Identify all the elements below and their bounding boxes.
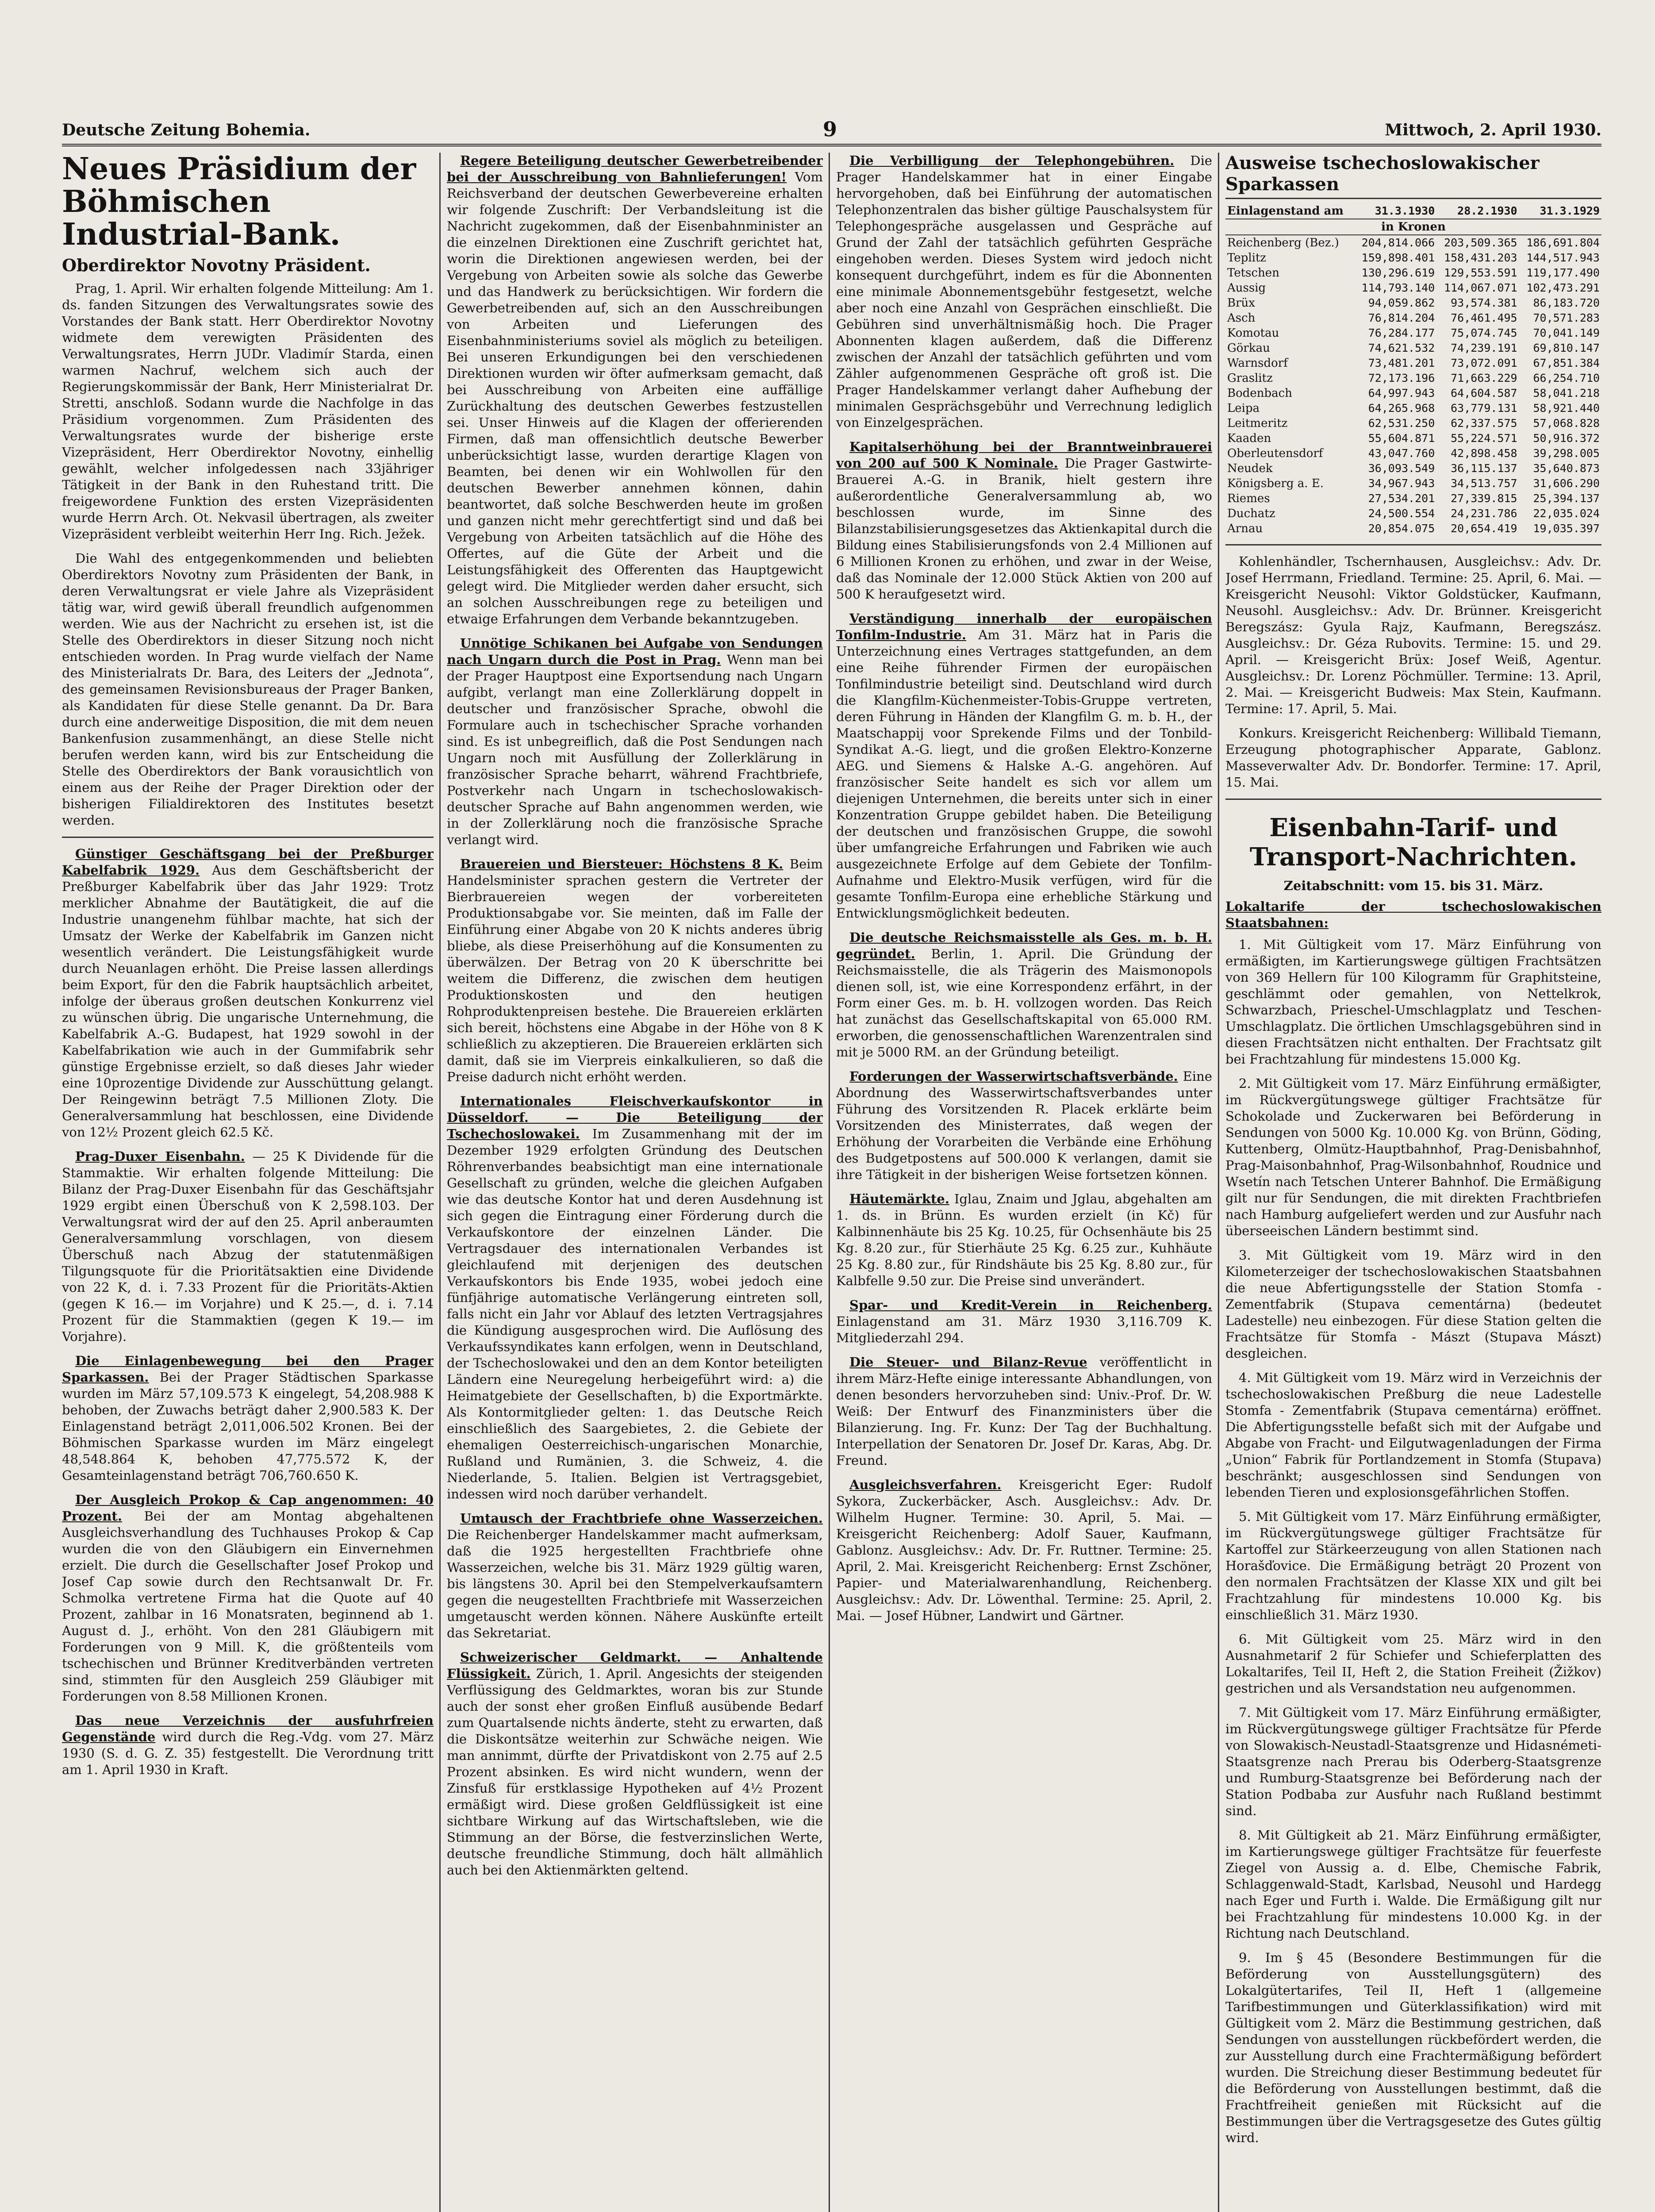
table-cell-value: 119,177.490 xyxy=(1526,266,1600,279)
article-paragraph xyxy=(447,1093,823,1502)
article-text: Einlagenstand am 31. März 1930 3,116.709 K. Mitgliederzahl 294. xyxy=(836,1314,1212,1345)
article-heading: Forderungen der Wasserwirtschaftsverbände. xyxy=(849,1069,1178,1084)
article-text: Im Zusammenhang mit der im Dezember 1929 erfolgten Gründung des Deutschen Röhrenverbandes beabsichtigt man eine internationale Gesellschaft zu gründen, welche die gleichen Aufgaben wie das deutsche Kontor hat und deren Ausdehnung ist sich gegen die Eintragung einer Förderung durch die Verkaufskontore der einzelnen Länder. Die Vertragsdauer des internationalen Verbandes ist gleichlaufend mit derjenigen des deutschen Verkaufskontors bis Ende 1935, wobei jedoch eine fünfjährige automatische Verlängerung eintreten soll, falls nicht ein Jahr vor Ablauf des letzten Vertragsjahres die Kündigung ausgesprochen wird. Die Auflösung des Verkaufssyndikates kann erfolgen, wenn in Deutschland, der Tschechoslowakei und den an dem Kontor beteiligten Ländern eine Neuregelung herbeigeführt wird: a) die Heimatgebiete der Gesellschaften, b) die Exportmärkte. Als Kontormitglieder gelten: 1. das Deutsche Reich einschließlich des Saargebietes, 2. die Gebiete der ehemaligen Oesterreichisch-ungarischen Monarchie, Rußland und Rumänien, 3. die Schweiz, 4. die Niederlande, 5. Italien. Belgien ist Vertragsgebiet, indessen wird noch darüber verhandelt. xyxy=(447,1126,823,1502)
tariff-item: 7. Mit Gültigkeit vom 17. März Einführung ermäßigter, im Rückvergütungswege gültiger Frachtsätze für Pferde von Slowakisch-Neustadl-Staatsgrenze und Hidasnémeti-Staatsgrenze nach Prerau bis Oderberg-Staatsgrenze und Rumburg-Staatsgrenze bei Beförderung nach der Station Podbaba zur Ausfuhr nach Rußland bestimmt sind. xyxy=(1225,1705,1601,1818)
column-2 xyxy=(447,153,823,2212)
article-paragraph: Kohlenhändler, Tschernhausen, Ausgleichsv.: Adv. Dr. Josef Herrmann, Friedland. Termine: 25. April, 6. Mai. — Kreisgericht Neusohl: Viktor Goldstücker, Kaufmann, Neusohl. Ausgleichsv.: Adv. Dr. Brünner. Kreisgericht Beregszász: Gyula Rajz, Kaufmann, Beregszász. Ausgleichsv.: Dr. Géza Rubovits. Termine: 15. und 29. April. — Kreisgericht Brüx: Josef Weiß, Agentur. Ausgleichsv.: Dr. Lorenz Pöchmüller. Termine: 13. April, 2. Mai. — Kreisgericht Budweis: Max Stein, Kaufmann. Termine: 17. April, 5. Mai. xyxy=(1225,554,1601,716)
article-paragraph xyxy=(836,1068,1212,1183)
article-heading: Häutemärkte. xyxy=(849,1191,949,1206)
article-text: Beim Handelsminister sprachen gestern die Vertreter der Bierbrauereien wegen der vorbereiteten Produktionsabgabe vor. Sie meinten, daß im Falle der Einführung einer Abgabe von 20 K nichts anderes übrig bliebe, als diese Preiserhöhung auf die Konsumenten zu überwälzen. Der Betrag von 20 K überschritte bei weitem die Differenz, die zwischen dem heutigen Produktionskosten und den heutigen Rohproduktenpreisen bestehe. Die Brauereien erklärten sich bereit, höchstens eine Abgabe in der Höhe von 8 K schließlich zu akzeptieren. Die Brauereien erklärten sich damit, daß sie im Vierpreis einkalkulieren, so daß die Preise dadurch nicht erhöht werden. xyxy=(447,856,823,1084)
tariff-item: 8. Mit Gültigkeit ab 21. März Einführung ermäßigter, im Kartierungswege gültiger Frachtsätze für feuerfeste Ziegel von Aussig a. d. Elbe, Chemische Fabrik, Schlaggenwald-Stadt, Karlsbad, Neusohl und Hardegg nach Eger und Furth i. Walde. Die Ermäßigung gilt nur bei Frachtzahlung für mindestens 10.000 Kg. in der Richtung nach Deutschland. xyxy=(1225,1828,1601,1941)
savings-bank-table xyxy=(1225,204,1601,536)
article-heading: Kapitalserhöhung bei der Branntweinbrauerei von 200 auf 500 K Nominale. xyxy=(836,439,1212,471)
article-heading: Schweizerischer Geldmarkt. — Anhaltende Flüssigkeit. xyxy=(447,1650,823,1681)
table-row xyxy=(1225,235,1601,250)
table-cell-value: 34,513.757 xyxy=(1451,477,1517,490)
article-heading: Internationales Fleischverkaufskontor in Düsseldorf. — Die Beteiligung der Tschechoslowakei. xyxy=(447,1094,823,1141)
table-row xyxy=(1225,521,1601,536)
column-4 xyxy=(1225,153,1601,2212)
table-cell-name: Königsberg a. E. xyxy=(1227,477,1324,490)
article-paragraph xyxy=(836,439,1212,603)
table-cell-value: 71,663.229 xyxy=(1451,372,1517,384)
article-text: wird durch die Reg.-Vdg. vom 27. März 1930 (S. d. G. Z. 35) festgestellt. Die Verordnung tritt am 1. April 1930 in Kraft. xyxy=(62,1729,434,1777)
table-cell-name: Duchatz xyxy=(1227,507,1275,520)
table-row xyxy=(1225,416,1601,431)
table-cell-name: Görkau xyxy=(1227,342,1270,355)
article-text: veröffentlicht in ihrem März-Hefte einige interessante Abhandlungen, von denen besonders hervorzuheben sind: Univ.-Prof. Dr. W. Weiß: Der Entwurf des Finanzministers über die Bilanzierung. Ing. Fr. Kunz: Der Tag der Buchhaltung. Interpellation der Senatoren Dr. Josef Dr. Karas, Abg. Dr. Freund. xyxy=(836,1355,1212,1468)
divider xyxy=(1225,799,1601,800)
article-heading: Spar- und Kredit-Verein in Reichenberg. xyxy=(849,1298,1212,1313)
table-cell-value: 158,431.203 xyxy=(1444,251,1517,264)
table-cell-value: 69,810.147 xyxy=(1533,342,1600,354)
table-cell-value: 64,997.943 xyxy=(1368,387,1435,399)
article-text: — 25 K Dividende für die Stammaktie. Wir erhalten folgende Mitteilung: Die Bilanz der Prag-Duxer Eisenbahn für das Geschäftsjahr 1929 ergibt einen Überschuß von K 2,598.103. Der Verwaltungsrat wird der auf den 25. April anberaumten Generalversammlung vorschlagen, von diesem Überschuß nach Abzug der statutenmäßigen Tilgungsquote für die Prioritätsaktien eine Dividende von 22 K, d. i. 7.33 Prozent für die Prioritäts-Aktien (gegen K 16.— im Vorjahre) und K 25.—, d. i. 7.14 Prozent für die Stammaktien (gegen K 19.— im Vorjahre). xyxy=(62,1149,434,1344)
issue-date: Mittwoch, 2. April 1930. xyxy=(1385,121,1601,139)
table-cell-value: 67,851.384 xyxy=(1533,357,1600,369)
article-text: Bei der Prager Städtischen Sparkasse wurden im März 57,109.573 K eingelegt, 54,208.988 K behoben, der Zuwachs beträgt daher 2,900.583 K. Der Einlagenstand beträgt 2,011,006.502 Kronen. Bei der Böhmischen Sparkasse wurden im März eingelegt 48,548.864 K, behoben 47,775.572 K, der Gesamteinlagenstand beträgt 706,760.650 K. xyxy=(62,1370,434,1483)
table-cell-value: 144,517.943 xyxy=(1526,251,1600,264)
article-text: Zürich, 1. April. Angesichts der steigenden Verflüssigung des Geldmarktes, woran bis zur Stunde auch der sonst eher großen Einfluß ausübende Bedarf zum Quartalsende nichts änderte, steht zu erwarten, daß die Diskontsätze weiterhin zur Schwäche neigen. Wie man annimmt, dürfte der Privatdiskont von 2.75 auf 2.5 Prozent absinken. Es wird nicht wundern, wenn der Zinsfuß für erstklassige Hypotheken auf 4½ Prozent ermäßigt wird. Diese großen Geldflüssigkeit ist eine sichtbare Wirkung auf das Wirtschaftsleben, wie die Stimmung an der Börse, die festverzinslichen Werte, deutsche freundliche Stimmung, doch hält allmählich auch bei den Aktienmärkten geltend. xyxy=(447,1666,823,1878)
article-paragraph xyxy=(62,1353,434,1484)
table-row xyxy=(1225,265,1601,280)
table-cell-value: 186,691.804 xyxy=(1526,236,1600,249)
article-text: Die Reichenberger Handelskammer macht aufmerksam, daß die 1925 hergestellten Frachtbriefe ohne Wasserzeichen, welche bis 31. März 1929 gültig waren, bis längstens 30. April bei den Stempelverkaufsamtern gegen die neugestellten Frachtbriefe mit Wasserzeichen umgetauscht werden können. Nähere Auskünfte erteilt das Sekretariat. xyxy=(447,1527,823,1640)
article-text: Die Prager Gastwirte-Brauerei A.-G. in Branik, hielt gestern ihre außerordentliche Generalversammlung ab, wo beschlossen wurde, im Sinne des Bilanzstabilisierungsgesetzes das Aktienkapital durch die Bildung eines Stabilisierungsfonds von 2.4 Millionen auf 6 Millionen Kronen zu erhöhen, und zwar in der Weise, daß das Nominale der 12.000 Stück Aktien von 200 auf 500 K heraufgesetzt wird. xyxy=(836,456,1212,602)
table-cell-value: 75,074.745 xyxy=(1451,326,1517,339)
table-cell-value: 76,814.204 xyxy=(1368,311,1435,324)
table-cell-value: 55,224.571 xyxy=(1451,432,1517,445)
table-cell-name: Komotau xyxy=(1227,326,1279,340)
table-cell-value: 64,265.968 xyxy=(1368,402,1435,415)
table-cell-value: 62,531.250 xyxy=(1368,417,1435,430)
article-heading: Ausgleichsverfahren. xyxy=(849,1477,1002,1492)
table-cell-value: 58,921.440 xyxy=(1533,402,1600,415)
article-text: Bei der am Montag abgehaltenen Ausgleichsverhandlung des Tuchhauses Prokop & Cap wurden die von den Gläubigern ein Einvernehmen erzielt. Die durch die Gesellschafter Josef Prokop und Josef Cap sowie durch den Rechtsanwalt Dr. Fr. Schmolka vertretene Firma hat die Quote auf 40 Prozent, zahlbar in 16 Monatsraten, beginnend ab 1. August d. J., erhöht. Von den 281 Gläubigern mit Forderungen von 9 Mill. K, die größtenteils vom tschechischen und Brünner Kreditverbänden vertreten sind, stimmten für den Ausgleich 259 Gläubiger mit Forderungen von 8.58 Millionen Kronen. xyxy=(62,1509,434,1704)
table-header-row xyxy=(1225,204,1601,219)
article-paragraph xyxy=(836,1191,1212,1289)
table-cell-value: 31,606.290 xyxy=(1533,477,1600,490)
masthead xyxy=(62,117,1601,146)
tariff-list xyxy=(1225,937,1601,2146)
table-cell-value: 204,814.066 xyxy=(1361,236,1435,249)
table-header-cell: 28.2.1930 xyxy=(1436,204,1519,219)
column-rule xyxy=(1218,153,1219,2212)
article-text: Vom Reichsverband der deutschen Gewerbevereine erhalten wir folgende Zuschrift: Der Verbandsleitung ist die Nachricht zugekommen, daß der Eisenbahnminister an die einzelnen Direktionen eine Zuschrift gerichtet hat, worin die Direktionen angewiesen werden, bei der Vergebung von Arbeiten sowie als solche das Gewerbe und das Handwerk zu berücksichtigen. Wir fordern die Gewerbetreibenden auf, sich an den Ausschreibungen von Arbeiten und Lieferungen des Eisenbahnministeriums soviel als möglich zu beteiligen. Bei unseren Erkundigungen bei den verschiedenen Direktionen wurden wir öfter aufmerksam gemacht, daß bei Ausschreibung von Arbeiten eine auffällige Zurückhaltung des deutschen Gewerbes festzustellen sei. Unser Hinweis auf die Klagen der offerierenden Firmen, daß man offensichtlich deutsche Bewerber unberücksichtigt lasse, wurden derartige Klagen von Beamten, bei denen wir ein Wohlwollen für den deutschen Bewerber annehmen können, dahin beantwortet, daß solche Beschwerden heute im großen und ganzen nicht mehr gerechtfertigt sind und daß bei Vergebung von Arbeiten tatsächlich auf die Höhe des Offertes, auf die Güte der Arbeit und die Leistungsfähigkeit des Offerenten das Hauptgewicht gelegt wird. Die Mitglieder werden daher ersucht, sich an solchen Ausschreibungen rege zu beteiligen und etwaige Erfahrungen dem Verbande bekanntzugeben. xyxy=(447,169,823,626)
table-cell-name: Riemes xyxy=(1227,492,1270,505)
table-cell-value: 93,574.381 xyxy=(1451,296,1517,309)
table-row xyxy=(1225,280,1601,296)
table-cell-value: 74,621.532 xyxy=(1368,342,1435,354)
table-row xyxy=(1225,476,1601,491)
table-cell-value: 42,898.458 xyxy=(1451,447,1517,460)
table-cell-value: 72,173.196 xyxy=(1368,372,1435,384)
table-row xyxy=(1225,250,1601,265)
table-cell-value: 55,604.871 xyxy=(1368,432,1435,445)
table-row xyxy=(1225,311,1601,326)
table-cell-value: 203,509.365 xyxy=(1444,236,1517,249)
article-paragraph xyxy=(62,1713,434,1778)
table-cell-value: 76,461.495 xyxy=(1451,311,1517,324)
table-cell-value: 86,183.720 xyxy=(1533,296,1600,309)
table-cell-value: 50,916.372 xyxy=(1533,432,1600,445)
column-rule xyxy=(439,153,441,2212)
article-text: Eine Abordnung des Wasserwirtschaftsverbandes unter Führung des Vorsitzenden R. Placek erklärte beim Vorsitzenden des Ministerrates, daß wegen der Erhöhung der Vorarbeiten die Verbände eine Erhöhung des Budgetpostens auf 500.000 K verlangen, damit sie ihre Tätigkeit in der bisherigen Weise fortsetzen können. xyxy=(836,1069,1212,1182)
table-unit: in Kronen xyxy=(1225,219,1601,235)
article-paragraph xyxy=(836,1477,1212,1624)
table-cell-name: Reichenberg (Bez.) xyxy=(1227,236,1339,250)
table-cell-value: 63,779.131 xyxy=(1451,402,1517,415)
tariff-item: 9. Im § 45 (Besondere Bestimmungen für die Beförderung von Ausstellungsgütern) des Lokalgütertarifes, Teil II, Heft 1 (allgemeine Tarifbestimmungen und Güterklassifikation) wird mit Gültigkeit vom 2. März die Bestimmung gestrichen, daß Sendungen von ausstellungen rückbefördert werden, die zur Ausstellung durch eine Frachtermäßigung befördert wurden. Die Streichung dieser Bestimmung bedeutet für die Beförderung von Ausstellungen bestimmt, daß die Frachtfreiheit genießen mit Rücksicht auf die Bestimmungen über die Vertragsgesetze des Gutes gültig wird. xyxy=(1225,1950,1601,2145)
article-heading: Verständigung innerhalb der europäischen Tonfilm-Industrie. xyxy=(836,611,1212,642)
column-1 xyxy=(62,153,434,2212)
table-cell-value: 66,254.710 xyxy=(1533,372,1600,384)
article-paragraph xyxy=(62,1148,434,1345)
divider xyxy=(1225,544,1601,545)
table-row xyxy=(1225,461,1601,476)
article-paragraph xyxy=(836,611,1212,922)
statistics-title: Ausweise tschechoslowakischer Sparkassen xyxy=(1225,153,1601,199)
column-3 xyxy=(836,153,1212,2212)
table-cell-value: 114,067.071 xyxy=(1444,281,1517,294)
article-text: Kreisgericht Eger: Rudolf Sykora, Zuckerbäcker, Asch. Ausgleichsv.: Adv. Dr. Wilhelm Hugner. Termine: 30. April, 5. Mai. — Kreisgericht Reichenberg: Adolf Sauer, Kaufmann, Gablonz. Ausgleichsv.: Adv. Dr. Fr. Ruttner. Termine: 25. April, 2. Mai. Kreisgericht Reichenberg: Ernst Zschöner, Papier- und Materialwarenhandlung, Reichenberg. Ausgleichsv.: Adv. Dr. Löwenthal. Termine: 25. April, 2. Mai. — Josef Hübner, Landwirt und Gärtner. xyxy=(836,1477,1212,1623)
table-cell-name: Brüx xyxy=(1227,296,1255,310)
article-text: Am 31. März hat in Paris die Unterzeichnung eines Vertrages stattgefunden, an dem eine Reihe führender Firmen der europäischen Tonfilmindustrie beteiligt sind. Deutschland wird durch die Klangfilm-Küchenmeister-Tobis-Gruppe vertreten, deren Führung in Händen der Klangfilm G. m. b. H., der Maatschappij voor Sprekende Films und der Tonbild-Syndikat A.-G. liegt, und die großen Elektro-Konzerne AEG. und Siemens & Halske A.-G. angehören. Auf französischer Seite handelt es sich vor allem um diejenigen Unternehmen, die bereits unter sich in einer Konzentration Gruppe gebildet haben. Die Beteiligung der deutschen und französischen Gruppe, die sowohl über umfangreiche Erfahrungen und Fabriken wie auch ausgezeichnete Erfolge auf dem Gebiete der Tonfilm-Aufnahme und Elektro-Musik verfügen, wird für die gesamte Tonfilm-Europa eine erhebliche Stärkung und Entwicklungsmöglichkeit bedeuten. xyxy=(836,627,1212,921)
article-text: Die Prager Handelskammer hat in einer Eingabe hervorgehoben, daß bei Einführung der automatischen Telephonzentralen das bisher gültige Pauschalsystem für Telephongespräche ausgelassen und Gespräche auf Grund der Zahl der tatsächlich geführten Gespräche eingehoben werden. Dieses System wird jedoch nicht konsequent durchgeführt, indem es für die Abonnenten eine minimale Abonnementsgebühr festgesetzt, welche aber noch eine Anzahl von Gesprächen einschließt. Die Gebühren sind unverhältnismäßig hoch. Die Prager Abonnenten klagen außerdem, daß die Differenz zwischen der Anzahl der tatsächlich geführten und vom Zähler aufgenommenen Gespräche oft groß ist. Die Prager Handelskammer verlangt daher Aufhebung der minimalen Gesprächsgebühr und Verrechnung lediglich von Einzelgesprächen. xyxy=(836,153,1212,430)
table-row xyxy=(1225,431,1601,446)
table-cell-name: Asch xyxy=(1227,311,1256,325)
table-cell-value: 39,298.005 xyxy=(1533,447,1600,460)
table-cell-value: 22,035.024 xyxy=(1533,507,1600,520)
article-paragraph xyxy=(447,1649,823,1878)
table-row xyxy=(1225,356,1601,371)
table-row xyxy=(1225,371,1601,386)
table-cell-value: 70,041.149 xyxy=(1533,326,1600,339)
article-paragraph xyxy=(447,1510,823,1641)
article-paragraph xyxy=(836,929,1212,1060)
tariff-item: 3. Mit Gültigkeit vom 19. März wird in den Kilometerzeiger der tschechoslowakischen Staatsbahnen die neue Abfertigungsstelle der Station Stomfa - Zementfabrik (Stupava cementárna) (bedeutet Ladestelle) neu einbezogen. Für diese Station gelten die Frachtsätze für Stomfa - Mászt (Stupava Mászt) desgleichen. xyxy=(1225,1248,1601,1361)
divider xyxy=(62,837,434,838)
article-heading: Das neue Verzeichnis der ausfuhrfreien Gegenstände xyxy=(62,1713,434,1744)
article-heading: Die deutsche Reichsmaisstelle als Ges. m. b. H. gegründet. xyxy=(836,930,1212,961)
table-cell-value: 25,394.137 xyxy=(1533,492,1600,505)
article-heading: Der Ausgleich Prokop & Cap angenommen: 40 Prozent. xyxy=(62,1492,434,1524)
period-line: Zeitabschnitt: vom 15. bis 31. März. xyxy=(1283,878,1544,893)
table-cell-value: 130,296.619 xyxy=(1361,266,1435,279)
subheadline: Oberdirektor Novotny Präsident. xyxy=(62,255,371,275)
article-paragraph xyxy=(836,1354,1212,1469)
page-number: 9 xyxy=(823,117,837,141)
table-row xyxy=(1225,446,1601,461)
table-cell-name: Graslitz xyxy=(1227,372,1273,385)
tariff-item: 5. Mit Gültigkeit vom 17. März Einführung ermäßigter, im Rückvergütungswege gültiger Frachtsätze für Kartoffel zur Stärkeerzeugung von allen Stationen nach Horašďovice. Die Ermäßigung beträgt 20 Prozent von den normalen Frachtsätzen der Klasse XIX und gilt bei Frachtzahlung für mindestens 10.000 Kg. bis einschließlich 31. März 1930. xyxy=(1225,1509,1601,1622)
table-cell-name: Neudek xyxy=(1227,462,1273,475)
section-headline: Eisenbahn-Tarif- und Transport-Nachrichten. xyxy=(1249,813,1578,872)
article-paragraph: Prag, 1. April. Wir erhalten folgende Mitteilung: Am 1. ds. fanden Sitzungen des Verwaltungsrates sowie des Vorstandes der Bank statt. Herr Oberdirektor Novotny widmete dem verewigten Präsidenten des Verwaltungsrates, Herrn JUDr. Vladimír Starda, einen warmen Nachruf, welchem sich auch der Regierungskommissär der Bank, Herr Ministerialrat Dr. Stretti, anschloß. Sodann wurde die Nachfolge in das Präsidium vorgenommen. Zum Präsidenten des Verwaltungsrates wurde der bisherige erste Vizepräsident, Herr Oberdirektor Novotny, einhellig gewählt, welcher infolgedessen nach 33jähriger Tätigkeit in der Bank in den Ruhestand tritt. Die freigewordene Funktion des ersten Vizepräsidenten wurde Herrn Arch. Ot. Nekvasil übertragen, als zweiter Vizepräsident verbleibt weiterhin Herr Ing. Rich. Ježek. xyxy=(62,281,434,541)
table-cell-name: Warnsdorf xyxy=(1227,357,1288,370)
table-cell-value: 102,473.291 xyxy=(1526,281,1600,294)
tariff-item: 4. Mit Gültigkeit vom 19. März wird in Verzeichnis der tschechoslowakischen Preßburg die neue Ladestelle Stomfa - Zementfabrik (Stupava cementárna) eröffnet. Die Abfertigungsstelle befaßt sich mit der Aufgabe und Abgabe von Fracht- und Eilgutwagenladungen der Firma „Union“ Fabrik für Portlandzement in Stomfa (Stupava) beschränkt; ausgeschlossen sind Sendungen von lebenden Tieren und explosionsgefährlichen Stoffen. xyxy=(1225,1370,1601,1500)
article-heading: Günstiger Geschäftsgang bei der Preßburger Kabelfabrik 1929. xyxy=(62,846,434,878)
table-cell-value: 34,967.943 xyxy=(1368,477,1435,490)
table-row xyxy=(1225,326,1601,341)
table-body xyxy=(1225,235,1601,536)
article-paragraph xyxy=(62,846,434,1141)
article-paragraph xyxy=(447,153,823,627)
table-cell-value: 62,337.575 xyxy=(1451,417,1517,430)
article-paragraph xyxy=(447,856,823,1085)
article-heading: Regere Beteiligung deutscher Gewerbetreibender bei der Ausschreibung von Bahnlieferungen! xyxy=(447,153,823,184)
table-cell-value: 73,481.201 xyxy=(1368,357,1435,369)
article-text: Berlin, 1. April. Die Gründung der Reichsmaisstelle, die als Trägerin des Maismonopols dienen soll, ist, wie eine Korrespondenz erfährt, in der Form einer Ges. m. b. H. vollzogen worden. Das Reich hat zunächst das Gesellschaftskapital von 65.000 RM. erworben, die genossenschaftlichen Warenzentralen sind mit je 5000 RM. an der Gründung beteiligt. xyxy=(836,946,1212,1060)
paper-name: Deutsche Zeitung Bohemia. xyxy=(62,121,311,139)
table-row xyxy=(1225,386,1601,401)
table-cell-value: 94,059.862 xyxy=(1368,296,1435,309)
table-header-cell: Einlagenstand am xyxy=(1225,204,1354,219)
table-cell-value: 129,553.591 xyxy=(1444,266,1517,279)
table-row xyxy=(1225,491,1601,506)
table-cell-value: 27,534.201 xyxy=(1368,492,1435,505)
table-cell-name: Teplitz xyxy=(1227,251,1267,265)
table-cell-name: Arnau xyxy=(1227,522,1263,535)
table-cell-value: 114,793.140 xyxy=(1361,281,1435,294)
table-cell-value: 159,898.401 xyxy=(1361,251,1435,264)
tariff-item: 2. Mit Gültigkeit vom 17. März Einführung ermäßigter, im Rückvergütungswege gültiger Frachtsätze für Schokolade und Zuckerwaren bei Beförderung in Sendungen von 5000 Kg. 10.000 Kg. von Brünn, Göding, Kuttenberg, Olmütz-Hauptbahnhof, Prag-Denisbahnhof, Prag-Maisonbahnhof, Prag-Wilsonbahnhof, Roudnice und Wsetín nach Tetschen Unterer Bahnhof. Die Ermäßigung gilt nur für Sendungen, die mit direkten Frachtbriefen nach Hamburg aufgeliefert werden und zur Ausfuhr nach überseeischen Ländern bestimmt sind. xyxy=(1225,1076,1601,1238)
article-paragraph xyxy=(836,153,1212,431)
table-cell-value: 57,068.828 xyxy=(1533,417,1600,430)
table-cell-value: 74,239.191 xyxy=(1451,342,1517,354)
column-rule xyxy=(829,153,830,2212)
table-cell-value: 35,640.873 xyxy=(1533,462,1600,475)
table-cell-name: Kaaden xyxy=(1227,432,1271,445)
article-heading: Prag-Duxer Eisenbahn. xyxy=(75,1149,245,1164)
headline: Neues Präsidium der Böhmischen Industrial-Bank. xyxy=(62,153,416,252)
table-cell-value: 19,035.397 xyxy=(1533,522,1600,535)
article-heading: Unnötige Schikanen bei Aufgabe von Sendungen nach Ungarn durch die Post in Prag. xyxy=(447,636,823,667)
article-paragraph: Konkurs. Kreisgericht Reichenberg: Willibald Tiemann, Erzeugung photographischer Apparate, Gablonz. Masseverwalter Adv. Dr. Bondorfer. Termine: 17. April, 15. Mai. xyxy=(1225,726,1601,790)
table-cell-value: 27,339.815 xyxy=(1451,492,1517,505)
table-cell-value: 70,571.283 xyxy=(1533,311,1600,324)
table-header-cell: 31.3.1930 xyxy=(1354,204,1436,219)
table-cell-name: Oberleutensdorf xyxy=(1227,447,1323,460)
table-row xyxy=(1225,401,1601,416)
article-paragraph xyxy=(447,635,823,848)
article-text: Aus dem Geschäftsbericht der Preßburger Kabelfabrik über das Jahr 1929: Trotz merklicher Abnahme der Bautätigkeit, die auf die Industrie unangenehm fühlbar machte, hat sich der Umsatz der Werke der Kabelfabrik im Ganzen nicht wesentlich verändert. Die Leistungsfähigkeit wurde durch Neuanlagen erhöht. Die Preise lassen allerdings beim Export, für den die Fabrik hauptsächlich arbeitet, infolge der überaus großen deutschen Konkurrenz viel zu wünschen übrig. Die ungarische Unternehmung, die Kabelfabrik A.-G. Budapest, hat 1929 sowohl in der Kabelfabrikation wie auch in der Gummifabrik sehr günstige Ergebnisse erzielt, so daß dieses Jahr wieder eine 10prozentige Dividende zur Ausschüttung gelangt. Der Reingewinn beträgt 7.5 Millionen Zloty. Die Generalversammlung hat beschlossen, eine Dividende von 12½ Prozent gleich 62.5 Kč. xyxy=(62,863,434,1140)
table-cell-name: Bodenbach xyxy=(1227,387,1292,400)
table-cell-value: 73,072.091 xyxy=(1451,357,1517,369)
section-subhead: Lokaltarife der tschechoslowakischen Staatsbahnen: xyxy=(1225,899,1601,930)
table-cell-name: Leitmeritz xyxy=(1227,417,1288,430)
table-unit-row xyxy=(1225,219,1601,235)
tariff-item: 6. Mit Gültigkeit vom 25. März wird in den Ausnahmetarif 2 für Schiefer und Schieferplatten des Lokaltarifes, Teil II, Heft 2, die Station Freiheit (Žižkov) gestrichen und als Versandstation neu aufgenommen. xyxy=(1225,1632,1601,1696)
table-cell-value: 64,604.587 xyxy=(1451,387,1517,399)
table-cell-value: 20,654.419 xyxy=(1451,522,1517,535)
table-cell-name: Aussig xyxy=(1227,281,1266,295)
article-paragraph xyxy=(836,1297,1212,1346)
table-row xyxy=(1225,506,1601,521)
article-text: Iglau, Znaim und Jglau, abgehalten am 1. ds. in Brünn. Es wurden erzielt (in Kč) für Kalbinnenhäute bis 25 Kg. 10.25, für Ochsenhäute bis 25 Kg. 8.20 zur., für Stierhäute 25 Kg. 6.25 zur., Kuhhäute 25 Kg. 8.80 zur., für Rindshäute bis 25 Kg. 8.80 zur., für Kalbfelle 9.50 zur. Die Preise sind unverändert. xyxy=(836,1191,1212,1288)
article-paragraph xyxy=(62,1492,434,1705)
tariff-item: 1. Mit Gültigkeit vom 17. März Einführung von ermäßigten, im Kartierungswege gültigen Frachtsätzen von 369 Hellern für 100 Kilogramm für Graphitsteine, geschlämmt oder gemahlen, von Nettelkrok, Schwarzbach, Prieschel-Umschlagplatz und Teschen-Umschlagplatz. Die örtlichen Umschlagsgebühren sind in diesen Frachtsätzen nicht enthalten. Der Frachtsatz gilt bei Frachtzahlung für mindestens 15.000 Kg. xyxy=(1225,937,1601,1067)
article-heading: Die Steuer- und Bilanz-Revue xyxy=(849,1355,1087,1370)
table-cell-value: 58,041.218 xyxy=(1533,387,1600,399)
table-cell-value: 76,284.177 xyxy=(1368,326,1435,339)
article-heading: Brauereien und Biersteuer: Höchstens 8 K. xyxy=(460,856,783,872)
table-cell-value: 20,854.075 xyxy=(1368,522,1435,535)
table-cell-value: 43,047.760 xyxy=(1368,447,1435,460)
article-text: Wenn man bei der Prager Hauptpost eine Exportsendung nach Ungarn aufgibt, verlangt man eine Zollerklärung doppelt in deutscher und französischer Sprache, obwohl die Formulare auch in tschechischer Sprache vorhanden sind. Es ist unbegreiflich, daß die Post Sendungen nach Ungarn noch mit Ausfüllung der Zollerklärung in französischer Sprache beharrt, während Frachtbriefe, Postverkehr nach Ungarn in tschechoslowakisch-deutscher Sprache auf Bahn angenommen werden, wie in der Zollerklärung noch die französische Sprache verlangt wird. xyxy=(447,652,823,847)
table-row xyxy=(1225,341,1601,356)
article-heading: Umtausch der Frachtbriefe ohne Wasserzeichen. xyxy=(460,1511,823,1526)
table-header-cell: 31.3.1929 xyxy=(1519,204,1601,219)
table-cell-name: Leipa xyxy=(1227,402,1260,415)
article-paragraph: Die Wahl des entgegenkommenden und beliebten Oberdirektors Novotny zum Präsidenten der Bank, in deren Verwaltungsrat er viele Jahre als Vizepräsident tätig war, wird gewiß überall freundlich aufgenommen werden. Wie aus der Nachricht zu ersehen ist, ist die Stelle des Oberdirektors in dieser Sitzung noch nicht entschieden worden. In Prag wurde vielfach der Name des Ministerialrats Dr. Bara, des Leiters der „Jednota“, des gemeinsamen Revisionsbureaus der Prager Banken, als Kandidaten für diese Stelle genannt. Da Dr. Bara durch eine anderweitige Disposition, die mit dem neuen Bankenfusion zusammenhängt, an diese Stelle nicht berufen werden kann, wird bis zur Entscheidung die Stelle des Oberdirektors der Bank vorausichtlich von einem aus der Reihe der Prager Direktion oder der bisherigen Filialdirektoren des Institutes besetzt werden. xyxy=(62,551,434,828)
article-heading: Die Einlagenbewegung bei den Prager Sparkassen. xyxy=(62,1353,434,1385)
table-cell-value: 36,115.137 xyxy=(1451,462,1517,475)
table-cell-value: 24,231.786 xyxy=(1451,507,1517,520)
table-cell-value: 24,500.554 xyxy=(1368,507,1435,520)
table-cell-value: 36,093.549 xyxy=(1368,462,1435,475)
table-cell-name: Tetschen xyxy=(1227,266,1279,280)
article-heading: Die Verbilligung der Telephongebühren. xyxy=(849,153,1175,168)
table-row xyxy=(1225,296,1601,311)
